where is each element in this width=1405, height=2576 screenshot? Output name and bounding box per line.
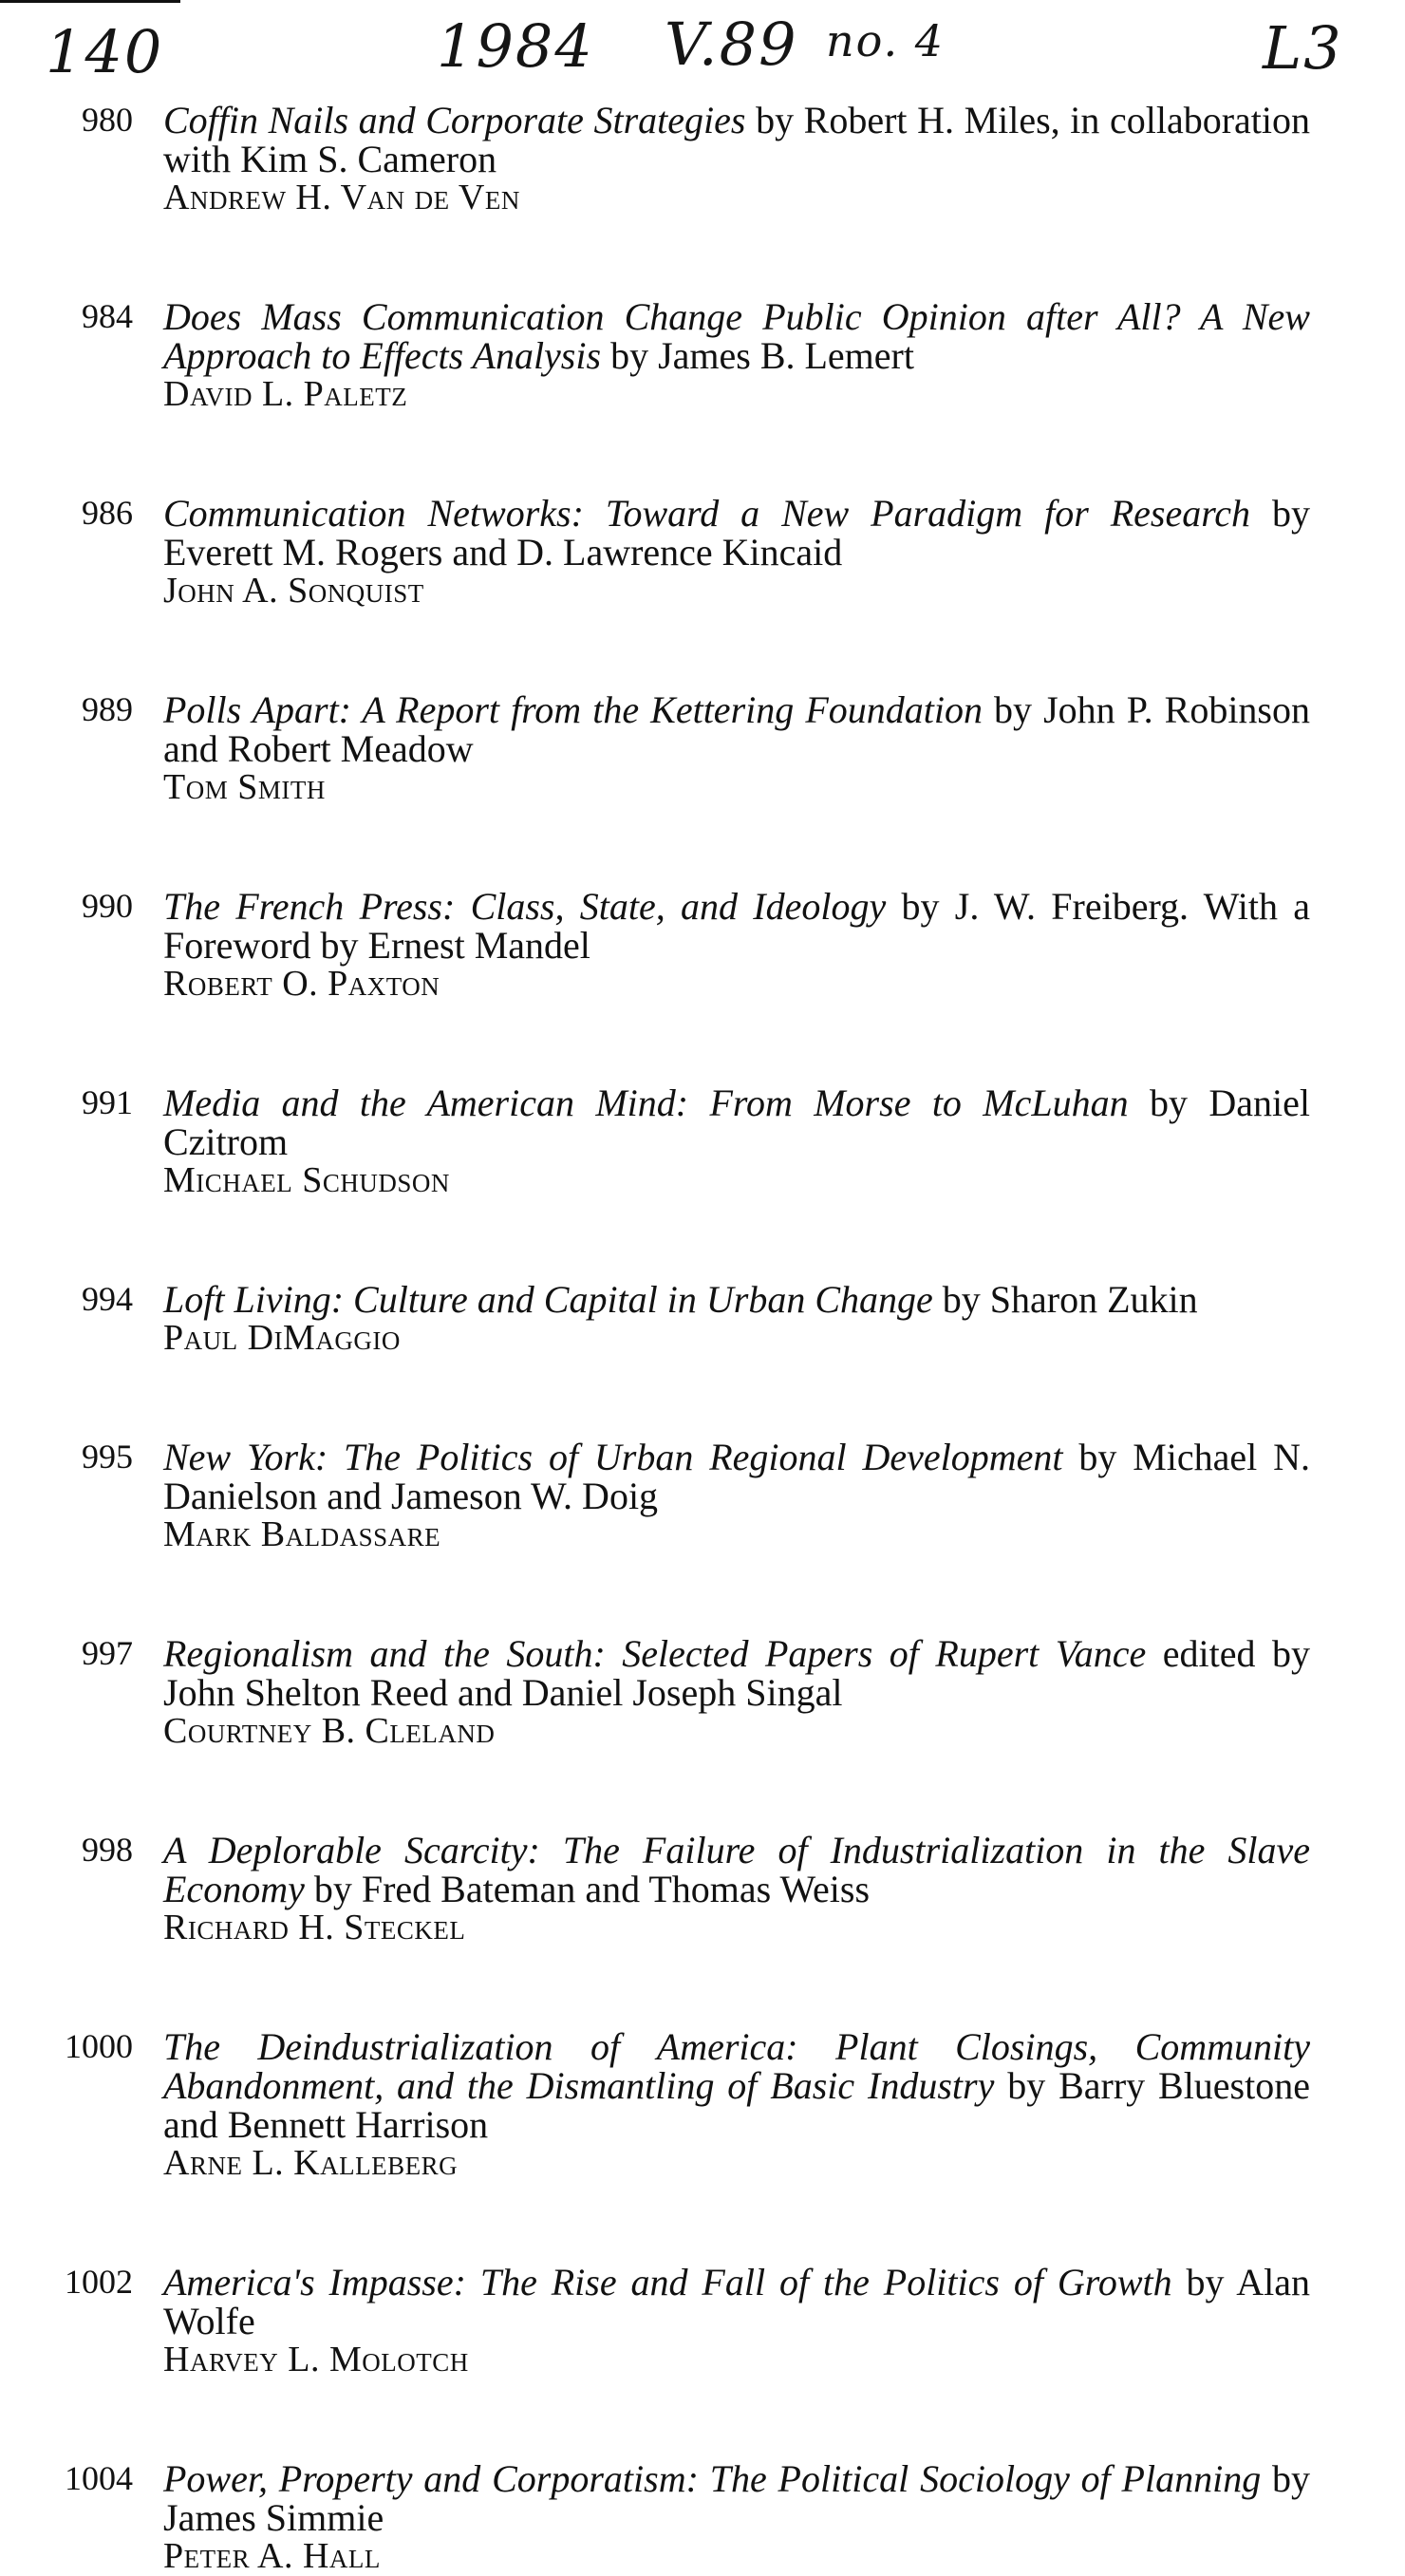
book-title: A Deplorable Scarcity: The Failure of Industrialization in the Slave Economy xyxy=(163,1829,1310,1910)
book-byline: by J. W. Freiberg. With a Foreword by Ernest Mandel xyxy=(163,885,1310,967)
page-number: 989 xyxy=(82,690,133,728)
book-byline: by Robert H. Miles, in collaboration with Kim S. Cameron xyxy=(163,99,1310,180)
handwritten-annotations xyxy=(0,0,1405,104)
reviewer-name: Robert O. Paxton xyxy=(163,964,440,1004)
review-entry xyxy=(0,494,1405,611)
reviewer-name: Andrew H. Van de Ven xyxy=(163,178,520,217)
reviewer-name: Tom Smith xyxy=(163,767,326,807)
review-list xyxy=(0,101,1405,2576)
book-byline: by James Simmie xyxy=(163,2457,1311,2539)
page-number: 1002 xyxy=(65,2263,133,2301)
page-number: 984 xyxy=(82,297,133,335)
page-number: 990 xyxy=(82,887,133,925)
review-entry xyxy=(0,1634,1405,1751)
review-entry xyxy=(0,2459,1405,2576)
book-title: Loft Living: Culture and Capital in Urban Change xyxy=(163,1278,933,1321)
book-title: Regionalism and the South: Selected Papers of Rupert Vance xyxy=(163,1632,1147,1675)
page-number: 1000 xyxy=(65,2027,133,2065)
review-entry xyxy=(0,1831,1405,1947)
page-number: 1004 xyxy=(65,2459,133,2497)
reviewer-name: Courtney B. Cleland xyxy=(163,1711,496,1751)
book-title: Power, Property and Corporatism: The Political Sociology of Planning xyxy=(163,2457,1262,2500)
book-byline: edited by John Shelton Reed and Daniel Joseph Singal xyxy=(163,1632,1310,1714)
book-byline: by Alan Wolfe xyxy=(163,2261,1311,2342)
book-title: New York: The Politics of Urban Regional Development xyxy=(163,1436,1063,1478)
review-entry xyxy=(0,1438,1405,1554)
reviewer-name: Arne L. Kalleberg xyxy=(163,2143,459,2183)
book-title: America's Impasse: The Rise and Fall of the Politics of Growth xyxy=(163,2261,1172,2303)
review-entry xyxy=(0,2263,1405,2379)
book-byline: by Daniel Czitrom xyxy=(163,1081,1310,1163)
reviewer-name: Paul DiMaggio xyxy=(163,1318,401,1358)
reviewer-name: David L. Paletz xyxy=(163,374,408,414)
review-entry xyxy=(0,2027,1405,2183)
book-title: Does Mass Communication Change Public Opinion after All? A New Approach to Effects Analysis xyxy=(163,295,1310,377)
handwritten-volume: V.89 xyxy=(665,9,798,79)
book-byline: by John P. Robinson and Robert Meadow xyxy=(163,688,1310,770)
handwritten-location: L3 xyxy=(1263,13,1343,83)
book-byline: by James B. Lemert xyxy=(601,334,914,377)
book-title: The French Press: Class, State, and Ideology xyxy=(163,885,887,928)
reviewer-name: Mark Baldassare xyxy=(163,1514,441,1554)
book-title: Communication Networks: Toward a New Paradigm for Research xyxy=(163,492,1251,535)
handwritten-call-number: 140 xyxy=(46,17,164,86)
page-number: 998 xyxy=(82,1831,133,1869)
handwritten-year: 1984 xyxy=(437,11,594,81)
reviewer-name: John A. Sonquist xyxy=(163,571,424,611)
book-byline: by Everett M. Rogers and D. Lawrence Kincaid xyxy=(163,492,1311,573)
review-entry xyxy=(0,1280,1405,1358)
book-byline: by Michael N. Danielson and Jameson W. Doig xyxy=(163,1436,1310,1517)
reviewer-name: Richard H. Steckel xyxy=(163,1908,466,1947)
page-number: 980 xyxy=(82,101,133,139)
review-entry xyxy=(0,101,1405,217)
page-number: 991 xyxy=(82,1083,133,1121)
book-byline: by Barry Bluestone and Bennett Harrison xyxy=(163,2064,1310,2146)
page-number: 997 xyxy=(82,1634,133,1672)
book-title: Coffin Nails and Corporate Strategies xyxy=(163,99,746,141)
book-title: Media and the American Mind: From Morse to McLuhan xyxy=(163,1081,1129,1124)
book-title: The Deindustrialization of America: Plant Closings, Community Abandonment, and the Dismantling of Basic Industry xyxy=(163,2025,1310,2107)
review-entry xyxy=(0,297,1405,414)
reviewer-name: Peter A. Hall xyxy=(163,2536,381,2576)
review-entry xyxy=(0,690,1405,807)
reviewer-name: Harvey L. Molotch xyxy=(163,2340,469,2379)
page-number: 995 xyxy=(82,1438,133,1476)
book-byline: by Fred Bateman and Thomas Weiss xyxy=(304,1868,871,1910)
book-byline: by Sharon Zukin xyxy=(932,1278,1198,1321)
review-entry xyxy=(0,887,1405,1004)
reviewer-name: Michael Schudson xyxy=(163,1160,450,1200)
page-number: 994 xyxy=(82,1280,133,1318)
book-title: Polls Apart: A Report from the Kettering Foundation xyxy=(163,688,983,731)
page-number: 986 xyxy=(82,494,133,532)
handwritten-issue: no. 4 xyxy=(826,15,946,66)
review-entry xyxy=(0,1083,1405,1200)
